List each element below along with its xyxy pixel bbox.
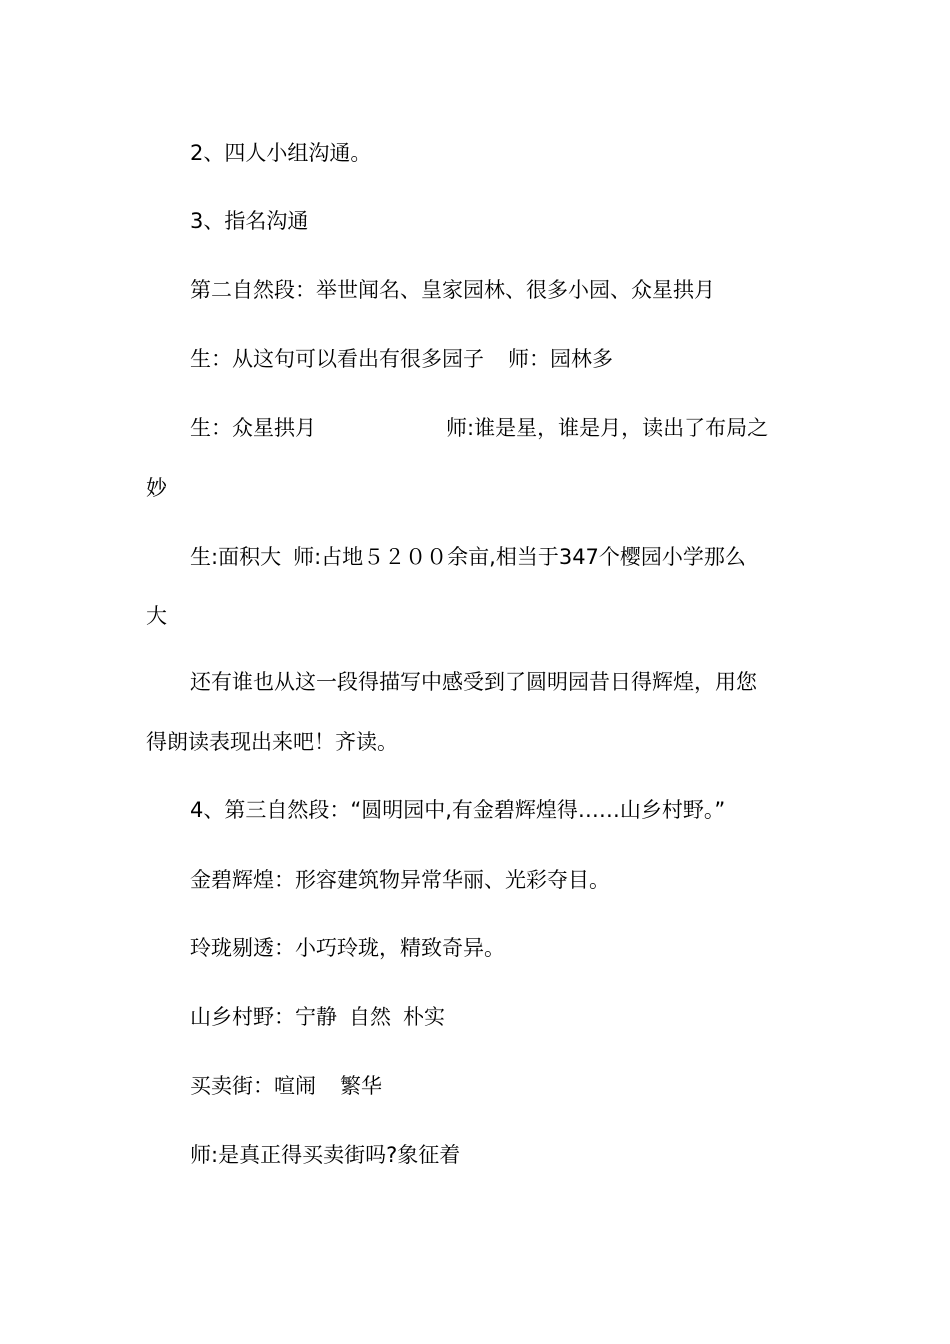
student-remark: 生：众星拱月 (190, 416, 316, 440)
paragraph-text: 妙 (146, 476, 167, 500)
paragraph-text: 得朗读表现出来吧！齐读。 (146, 730, 398, 754)
text-line (190, 275, 715, 305)
text-line (146, 727, 398, 757)
text-line (190, 206, 308, 236)
text-line (190, 795, 725, 825)
text-line (190, 865, 610, 895)
term-text: 买卖街：喧闹 (190, 1074, 316, 1098)
paragraph-text: 第二自然段：举世闻名、皇家园林、很多小园、众星拱月 (190, 278, 715, 302)
text-line (190, 413, 768, 443)
term-text: 自然 (349, 1005, 391, 1029)
paragraph-text: 3、指名沟通 (190, 209, 309, 233)
text-line (190, 138, 371, 168)
text-line (190, 1071, 382, 1101)
term-text: 繁华 (340, 1074, 382, 1098)
paragraph-text: 还有谁也从这一段得描写中感受到了圆明园昔日得辉煌，用您 (190, 670, 757, 694)
term-text: 朴实 (403, 1005, 445, 1029)
student-remark: 生:面积大 (190, 545, 282, 569)
teacher-remark: 师:谁是星，谁是月，读出了布局之 (446, 416, 769, 440)
text-line (190, 1140, 460, 1170)
paragraph-text: 金碧辉煌：形容建筑物异常华丽、光彩夺目。 (190, 868, 610, 892)
text-line (190, 933, 505, 963)
teacher-remark: 师:是真正得买卖街吗?象征着 (190, 1143, 461, 1167)
student-remark: 生：从这句可以看出有很多园子 (190, 347, 484, 371)
text-line (146, 601, 167, 631)
teacher-remark: 师：园林多 (508, 347, 613, 371)
paragraph-text: 大 (146, 604, 167, 628)
text-line (190, 1002, 445, 1032)
text-line (190, 667, 757, 697)
text-line (190, 344, 613, 374)
paragraph-text: 2、四人小组沟通。 (190, 141, 372, 165)
term-text: 山乡村野：宁静 (190, 1005, 337, 1029)
text-line (146, 473, 167, 503)
paragraph-text: 4、第三自然段：“圆明园中,有金碧辉煌得……山乡村野。” (190, 798, 726, 822)
teacher-remark: 师:占地５２００余亩,相当于347个樱园小学那么 (293, 545, 746, 569)
paragraph-text: 玲珑剔透：小巧玲珑，精致奇异。 (190, 936, 505, 960)
text-line (190, 542, 746, 572)
